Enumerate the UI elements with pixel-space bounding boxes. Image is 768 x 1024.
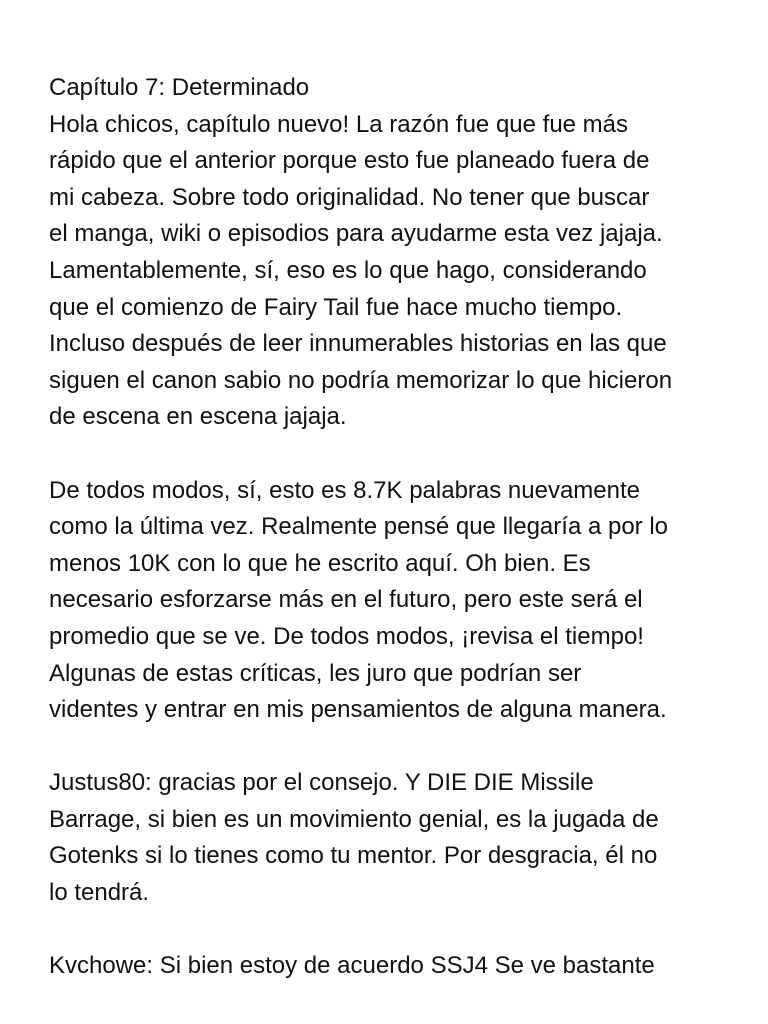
text-line: promedio que se ve. De todos modos, ¡revisa el tiempo! [49,622,644,650]
text-line: que el comienzo de Fairy Tail fue hace mucho tiempo. [49,293,623,321]
paragraph-spacer [49,912,749,949]
text-line: Kvchowe: Si bien estoy de acuerdo SSJ4 Se ve bastante [49,952,655,980]
text-line: Barrage, si bien es un movimiento genial, es la jugada de [49,805,659,833]
document-body [49,70,749,985]
text-line: Justus80: gracias por el consejo. Y DIE DIE Missile [49,769,594,797]
text-line: rápido que el anterior porque esto fue planeado fuera de [49,147,650,175]
text-line: el manga, wiki o episodios para ayudarme esta vez jajaja. [49,220,663,248]
text-line: Algunas de estas críticas, les juro que podrían ser [49,659,582,687]
text-line: Gotenks si lo tienes como tu mentor. Por desgracia, él no [49,842,658,870]
text-line: De todos modos, sí, esto es 8.7K palabras nuevamente [49,476,641,504]
text-line: videntes y entrar en mis pensamientos de alguna manera. [49,696,667,724]
text-line: mi cabeza. Sobre todo originalidad. No tener que buscar [49,183,650,211]
text-line: lo tendrá. [49,879,150,907]
text-line: Lamentablemente, sí, eso es lo que hago, considerando [49,256,647,284]
text-line: Incluso después de leer innumerables historias en las que [49,330,667,358]
text-line: como la última vez. Realmente pensé que llegaría a por lo [49,513,669,541]
paragraph-spacer [49,729,749,766]
text-line: necesario esforzarse más en el futuro, pero este será el [49,586,643,614]
text-line: de escena en escena jajaja. [49,403,347,431]
text-line: menos 10K con lo que he escrito aquí. Oh bien. Es [49,549,591,577]
text-line: Hola chicos, capítulo nuevo! La razón fue que fue más [49,110,629,138]
chapter-title: Capítulo 7: Determinado [49,74,310,101]
paragraph-spacer [49,436,749,473]
text-line: siguen el canon sabio no podría memorizar lo que hicieron [49,366,673,394]
